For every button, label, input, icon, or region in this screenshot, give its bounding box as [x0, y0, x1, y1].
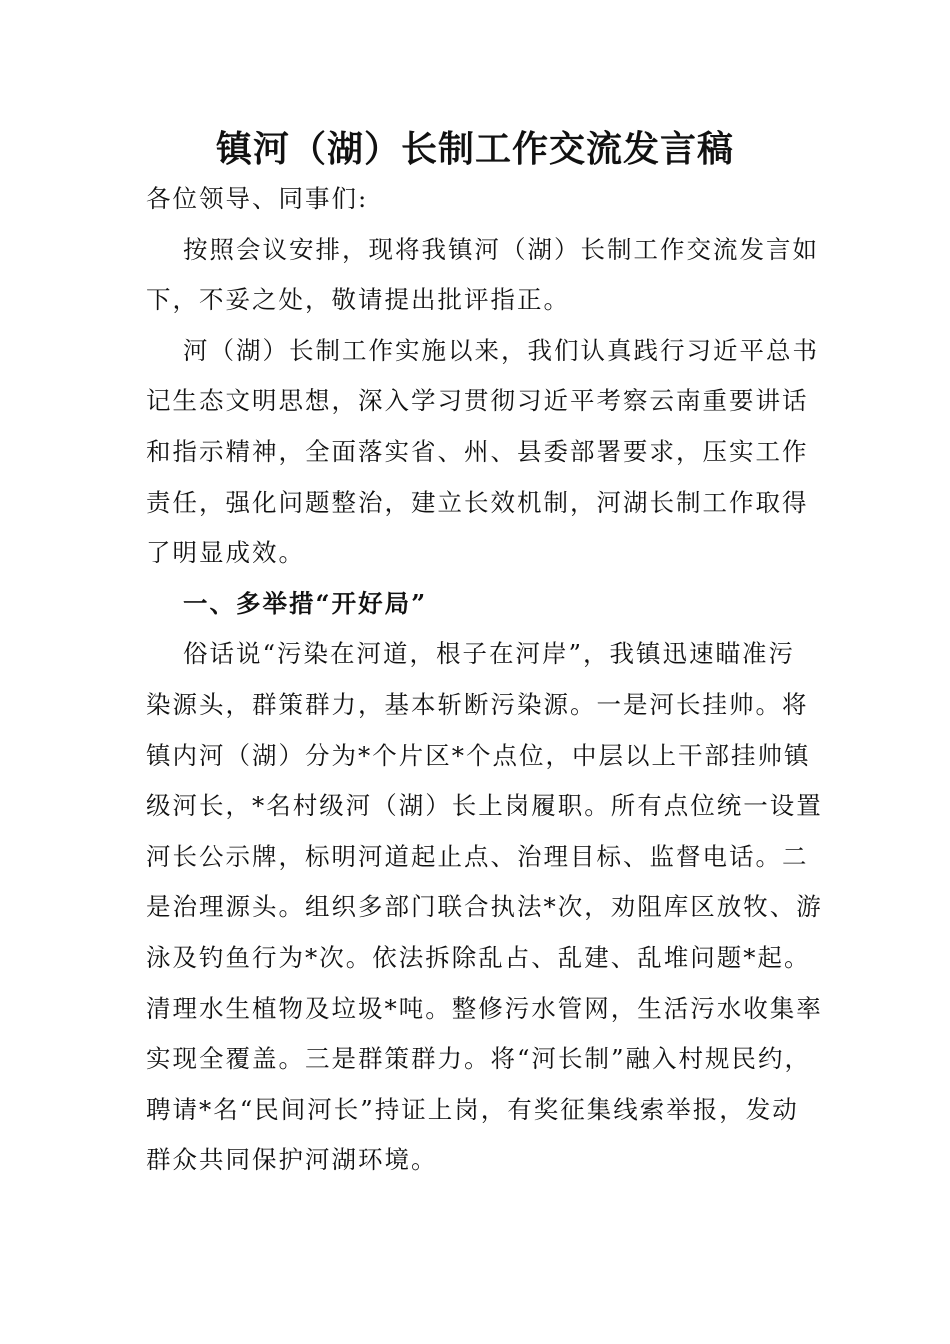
paragraph-3-line-10: 聘请*名“民间河长”持证上岗，有奖征集线索举报，发动: [146, 1094, 799, 1124]
paragraph-3-line-2: 染源头，群策群力，基本斩断污染源。一是河长挂帅。将: [146, 689, 809, 719]
paragraph-1-line-1: 按照会议安排，现将我镇河（湖）长制工作交流发言如: [183, 234, 819, 264]
paragraph-3-line-5: 河长公示牌，标明河道起止点、治理目标、监督电话。二: [146, 841, 809, 871]
paragraph-3-line-4: 级河长，*名村级河（湖）长上岗履职。所有点位统一设置: [146, 791, 823, 821]
paragraph-3-line-9: 实现全覆盖。三是群策群力。将“河长制”融入村规民约，: [146, 1044, 812, 1074]
paragraph-3-line-6: 是治理源头。组织多部门联合执法*次，劝阻库区放牧、游: [146, 892, 823, 922]
paragraph-1-line-2: 下，不妥之处，敬请提出批评指正。: [146, 285, 570, 315]
paragraph-2-line-4: 责任，强化问题整治，建立长效机制，河湖长制工作取得: [146, 487, 809, 517]
paragraph-2-line-5: 了明显成效。: [146, 538, 305, 568]
section-1-heading: 一、多举措“开好局”: [183, 588, 428, 618]
paragraph-3-line-11: 群众共同保护河湖环境。: [146, 1145, 438, 1175]
salutation: 各位领导、同事们:: [146, 184, 369, 213]
paragraph-2-line-1: 河（湖）长制工作实施以来，我们认真践行习近平总书: [183, 335, 819, 365]
document-body: [146, 174, 823, 1186]
document-title: 镇河（湖）长制工作交流发言稿: [215, 128, 734, 170]
paragraph-3-line-7: 泳及钓鱼行为*次。依法拆除乱占、乱建、乱堆问题*起。: [146, 942, 811, 972]
paragraph-2-line-2: 记生态文明思想，深入学习贯彻习近平考察云南重要讲话: [146, 386, 809, 416]
paragraph-3-line-3: 镇内河（湖）分为*个片区*个点位，中层以上干部挂帅镇: [146, 740, 811, 770]
paragraph-3-line-8: 清理水生植物及垃圾*吨。整修污水管网，生活污水收集率: [146, 993, 823, 1023]
paragraph-2-line-3: 和指示精神，全面落实省、州、县委部署要求，压实工作: [146, 436, 809, 466]
paragraph-3-line-1: 俗话说“污染在河道，根子在河岸”，我镇迅速瞄准污: [183, 639, 796, 669]
